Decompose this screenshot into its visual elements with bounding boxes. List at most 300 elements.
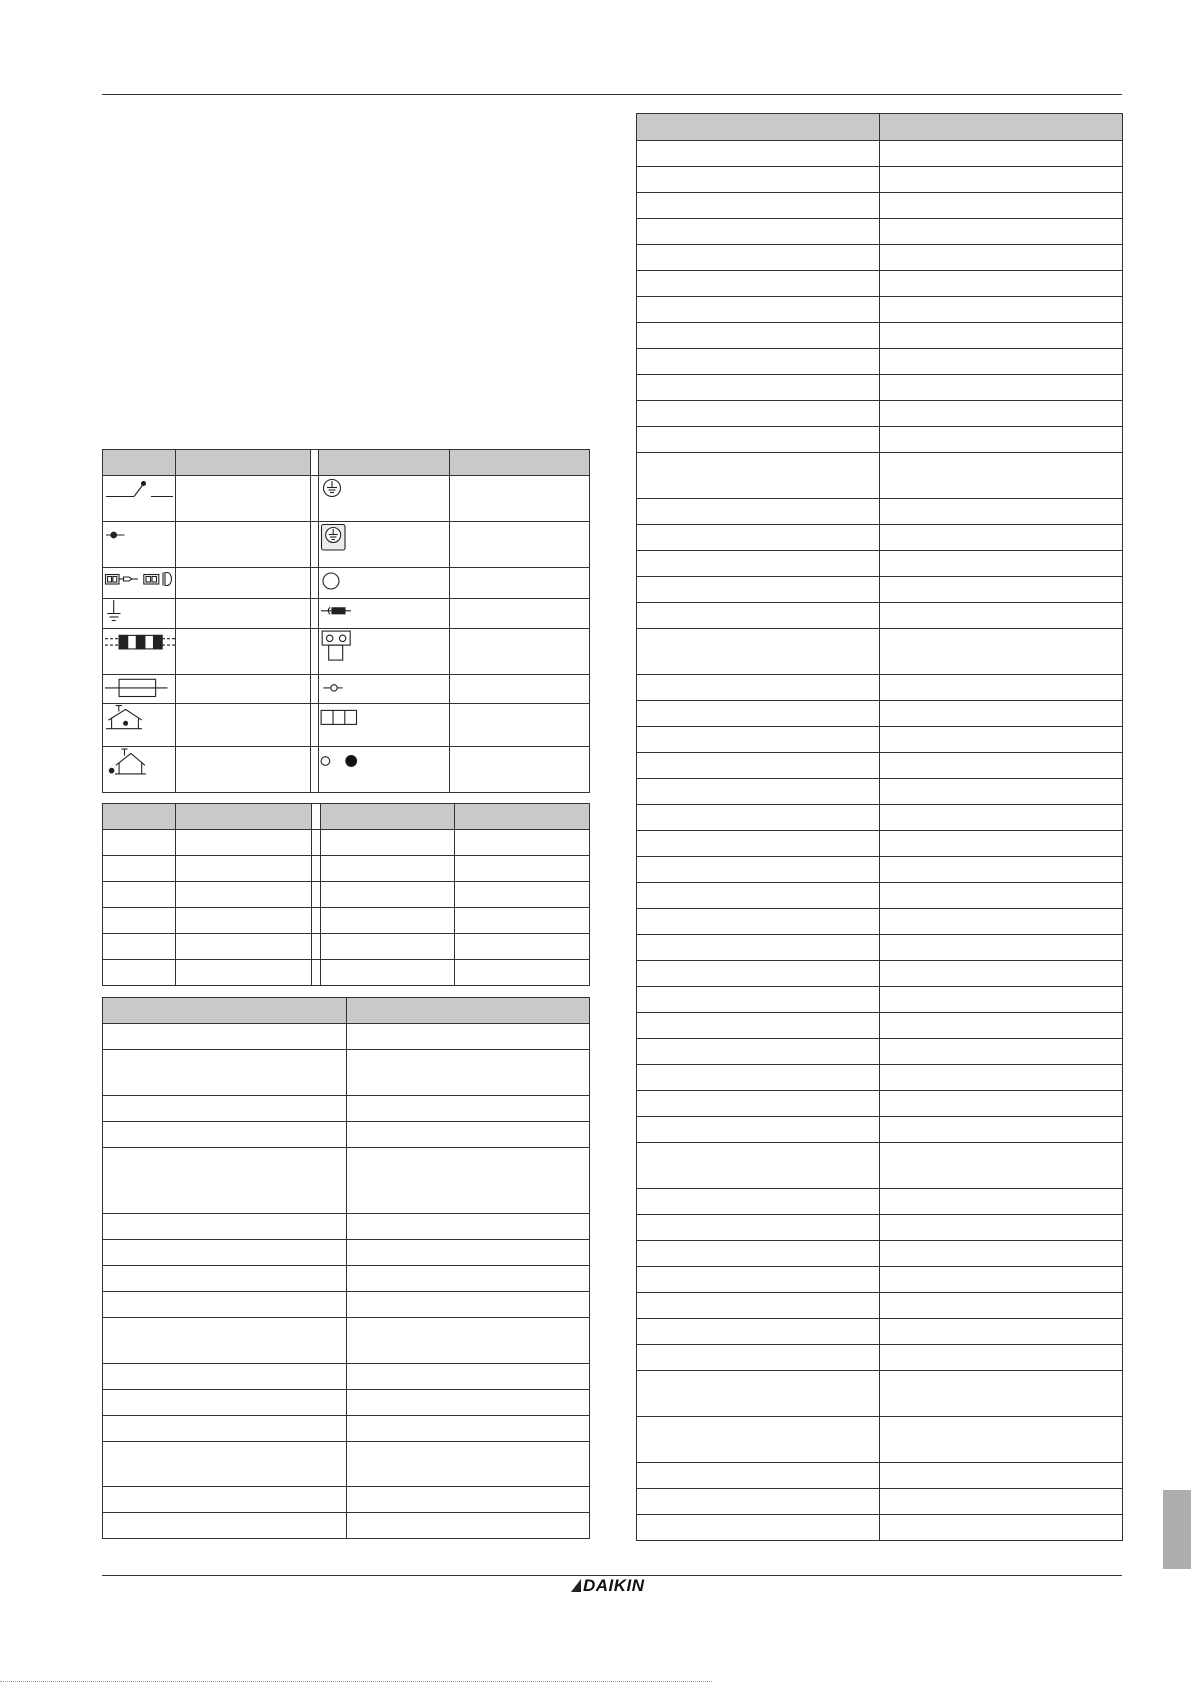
table-cell (880, 297, 1123, 322)
table-cell (880, 577, 1123, 602)
table-cell (637, 1371, 880, 1416)
column-divider (312, 830, 321, 855)
table-cell (880, 1267, 1123, 1292)
symbol-cell (319, 704, 450, 746)
table-row (637, 753, 1123, 779)
table-row (103, 1050, 590, 1096)
header-cell (319, 450, 450, 475)
table-cell (637, 987, 880, 1012)
table-row (637, 297, 1123, 323)
description-cell (450, 704, 590, 746)
description-cell (450, 599, 590, 628)
table-row (637, 1293, 1123, 1319)
table-cell (880, 401, 1123, 426)
table-row (637, 909, 1123, 935)
table-row (637, 629, 1123, 675)
table-cell (880, 323, 1123, 348)
table-cell (880, 375, 1123, 400)
table-cell (637, 961, 880, 986)
table-row (637, 193, 1123, 219)
table-row (637, 427, 1123, 453)
symbol-cell (319, 568, 450, 598)
symbol-cell (103, 599, 176, 628)
table-cell (637, 1489, 880, 1514)
table-row (103, 856, 590, 882)
table-cell (880, 141, 1123, 166)
table-cell (347, 1292, 590, 1317)
table-cell (880, 1065, 1123, 1090)
table-row (637, 551, 1123, 577)
header-rule (102, 94, 1122, 95)
symbol-cell (103, 675, 176, 703)
table-cell (103, 1024, 347, 1049)
table-cell (637, 1241, 880, 1266)
header-cell (176, 450, 311, 475)
table-cell (455, 882, 590, 907)
table-cell (103, 882, 176, 907)
table-row (103, 1364, 590, 1390)
table-row (103, 1024, 590, 1050)
table-row (637, 935, 1123, 961)
table-cell (176, 908, 312, 933)
table-cell (880, 935, 1123, 960)
table-cell (880, 1345, 1123, 1370)
table-cell (880, 271, 1123, 296)
table-cell (347, 1024, 590, 1049)
table-row (637, 603, 1123, 629)
table-cell (637, 525, 880, 550)
table-cell (880, 857, 1123, 882)
table-row (637, 375, 1123, 401)
table-row (103, 1214, 590, 1240)
table-cell (637, 1091, 880, 1116)
description-cell (450, 629, 590, 674)
table-row (637, 1417, 1123, 1463)
table-cell (637, 499, 880, 524)
column-divider (311, 476, 319, 521)
table-cell (321, 830, 455, 855)
table-cell (880, 987, 1123, 1012)
symbols-row (103, 522, 590, 568)
table-row (103, 1487, 590, 1513)
table-cell (880, 1417, 1123, 1462)
table-cell (637, 1463, 880, 1488)
fuse-icon (103, 675, 176, 703)
table-row (637, 1189, 1123, 1215)
header-cell (450, 450, 590, 475)
symbol-cell (319, 599, 450, 628)
column-divider (311, 568, 319, 598)
column-divider (312, 882, 321, 907)
table-row (103, 1318, 590, 1364)
table-cell (880, 1515, 1123, 1540)
table-cell (880, 701, 1123, 726)
symbol-cell (319, 747, 450, 792)
table-row (637, 1463, 1123, 1489)
description-cell (450, 675, 590, 703)
column-divider (312, 908, 321, 933)
table-cell (347, 1266, 590, 1291)
table-row (637, 1489, 1123, 1515)
table-cell (176, 856, 312, 881)
symbol-cell (103, 476, 176, 521)
table-row (103, 934, 590, 960)
column-divider (311, 522, 319, 567)
outdoor-unit-icon (103, 747, 176, 792)
table-cell (347, 1148, 590, 1213)
table-cell (880, 167, 1123, 192)
description-cell (176, 476, 311, 521)
daikin-logo (571, 1576, 661, 1596)
table-cell (637, 551, 880, 576)
table-cell (637, 727, 880, 752)
table-cell (347, 1442, 590, 1486)
field-wiring-icon (103, 629, 176, 674)
color-code-header-row (103, 804, 590, 830)
column-divider (311, 747, 319, 792)
table-row (637, 167, 1123, 193)
daikin-logo-text: DAIKIN (583, 1576, 645, 1595)
table-cell (637, 1215, 880, 1240)
table-cell (103, 1442, 347, 1486)
table-cell (455, 908, 590, 933)
header-cell (103, 804, 176, 829)
table-cell (637, 831, 880, 856)
description-cell (450, 522, 590, 567)
symbol-cell (103, 747, 176, 792)
table-cell (637, 167, 880, 192)
crop-line (0, 1681, 712, 1682)
symbols-row (103, 747, 590, 793)
table-cell (880, 1117, 1123, 1142)
table-cell (103, 1390, 347, 1415)
table-cell (347, 1096, 590, 1121)
table-row (637, 323, 1123, 349)
table-cell (321, 882, 455, 907)
breaker-icon (103, 476, 176, 521)
column-divider (311, 450, 319, 475)
table-cell (880, 453, 1123, 498)
table-cell (455, 856, 590, 881)
table-cell (637, 603, 880, 628)
table-row (637, 453, 1123, 499)
table-cell (880, 1039, 1123, 1064)
symbol-cell (103, 629, 176, 674)
color-code-table (102, 803, 590, 986)
table-cell (347, 1122, 590, 1147)
table-cell (637, 1189, 880, 1214)
parts-table-right (636, 113, 1123, 1541)
table-cell (880, 629, 1123, 674)
table-cell (103, 1122, 347, 1147)
description-cell (176, 599, 311, 628)
symbol-cell (319, 675, 450, 703)
rectifier-icon (319, 568, 450, 598)
symbols-row (103, 629, 590, 675)
table-row (637, 961, 1123, 987)
description-cell (176, 522, 311, 567)
table-cell (347, 1364, 590, 1389)
symbols-row (103, 476, 590, 522)
table-cell (880, 499, 1123, 524)
table-cell (637, 401, 880, 426)
table-cell (637, 805, 880, 830)
table-cell (321, 934, 455, 959)
table-cell (103, 1318, 347, 1363)
header-cell (455, 804, 590, 829)
table-cell (880, 1371, 1123, 1416)
symbols-row (103, 704, 590, 747)
description-cell (176, 675, 311, 703)
table-cell (880, 1319, 1123, 1344)
table-cell (103, 1266, 347, 1291)
table-row (637, 1143, 1123, 1189)
table-row (637, 1013, 1123, 1039)
table-row (637, 271, 1123, 297)
symbols-row (103, 568, 590, 599)
table-cell (637, 1417, 880, 1462)
table-row (637, 499, 1123, 525)
table-row (637, 577, 1123, 603)
terminal-strip-icon (319, 704, 450, 746)
description-cell (176, 568, 311, 598)
table-cell (880, 1489, 1123, 1514)
connection-icon (103, 522, 176, 567)
table-row (103, 908, 590, 934)
table-cell (103, 1096, 347, 1121)
table-row (637, 1267, 1123, 1293)
table-cell (103, 1214, 347, 1239)
table-cell (880, 427, 1123, 452)
table-cell (321, 856, 455, 881)
table-cell (347, 1240, 590, 1265)
column-divider (311, 629, 319, 674)
table-cell (637, 323, 880, 348)
table-row (637, 401, 1123, 427)
header-cell (637, 114, 880, 140)
table-cell (103, 1148, 347, 1213)
table-cell (347, 1513, 590, 1538)
table-cell (637, 935, 880, 960)
description-cell (176, 629, 311, 674)
table-cell (880, 219, 1123, 244)
daikin-delta-icon (571, 1579, 581, 1592)
table-cell (637, 779, 880, 804)
table-cell (455, 830, 590, 855)
table-row (637, 987, 1123, 1013)
table-cell (637, 1013, 880, 1038)
wire-clamp-icon (319, 747, 450, 792)
table-cell (637, 1117, 880, 1142)
table-cell (880, 831, 1123, 856)
earth-icon (103, 599, 176, 628)
table-cell (880, 1215, 1123, 1240)
table-row (103, 1096, 590, 1122)
table-cell (880, 1241, 1123, 1266)
table-row (103, 1390, 590, 1416)
symbols-row (103, 675, 590, 704)
table-cell (103, 1050, 347, 1095)
table-cell (455, 934, 590, 959)
table-cell (347, 1050, 590, 1095)
table-row (103, 1292, 590, 1318)
table-cell (880, 193, 1123, 218)
table-cell (880, 883, 1123, 908)
table-row (637, 1215, 1123, 1241)
table-cell (321, 908, 455, 933)
header-cell (347, 998, 590, 1023)
table-cell (637, 1065, 880, 1090)
table-cell (637, 427, 880, 452)
table-row (637, 141, 1123, 167)
table-cell (880, 245, 1123, 270)
table-row (637, 805, 1123, 831)
table-row (103, 1442, 590, 1487)
description-cell (450, 747, 590, 792)
parts-left-header-row (103, 998, 590, 1024)
table-cell (637, 1143, 880, 1188)
table-cell (637, 1515, 880, 1540)
symbol-cell (103, 568, 176, 598)
table-cell (880, 727, 1123, 752)
table-row (637, 349, 1123, 375)
table-cell (103, 1416, 347, 1441)
table-row (637, 883, 1123, 909)
table-cell (103, 856, 176, 881)
table-cell (103, 1487, 347, 1512)
table-row (637, 727, 1123, 753)
protective-earth-icon (319, 476, 450, 521)
table-cell (176, 882, 312, 907)
table-cell (103, 908, 176, 933)
table-cell (321, 960, 455, 985)
table-cell (637, 141, 880, 166)
table-cell (176, 960, 312, 985)
table-row (637, 831, 1123, 857)
table-row (637, 1371, 1123, 1417)
table-cell (880, 603, 1123, 628)
table-cell (880, 675, 1123, 700)
table-cell (880, 805, 1123, 830)
table-cell (637, 701, 880, 726)
table-row (637, 779, 1123, 805)
table-cell (347, 1487, 590, 1512)
table-row (637, 1515, 1123, 1541)
indoor-unit-icon (103, 704, 176, 746)
table-cell (880, 1091, 1123, 1116)
table-cell (637, 1345, 880, 1370)
table-cell (880, 1293, 1123, 1318)
table-row (103, 1266, 590, 1292)
header-cell (176, 804, 312, 829)
header-cell (103, 998, 347, 1023)
table-row (637, 1241, 1123, 1267)
table-row (637, 857, 1123, 883)
table-row (103, 830, 590, 856)
table-cell (347, 1390, 590, 1415)
table-cell (880, 961, 1123, 986)
table-cell (637, 577, 880, 602)
table-cell (637, 193, 880, 218)
table-cell (637, 675, 880, 700)
table-cell (880, 909, 1123, 934)
table-row (103, 960, 590, 986)
table-row (637, 1345, 1123, 1371)
table-cell (103, 1292, 347, 1317)
table-cell (103, 1364, 347, 1389)
symbols-row (103, 599, 590, 629)
table-cell (880, 551, 1123, 576)
table-cell (637, 909, 880, 934)
column-divider (311, 599, 319, 628)
header-cell (321, 804, 455, 829)
table-cell (637, 1267, 880, 1292)
table-cell (880, 779, 1123, 804)
table-row (103, 1122, 590, 1148)
table-cell (103, 830, 176, 855)
table-cell (637, 883, 880, 908)
column-divider (311, 675, 319, 703)
table-cell (347, 1214, 590, 1239)
column-divider (312, 960, 321, 985)
connector-icon (103, 568, 176, 598)
short-circuit-connector-icon (319, 629, 450, 674)
table-cell (455, 960, 590, 985)
parts-right-header-row (637, 114, 1123, 141)
description-cell (450, 476, 590, 521)
table-row (637, 245, 1123, 271)
table-row (637, 1065, 1123, 1091)
table-cell (880, 753, 1123, 778)
table-cell (637, 297, 880, 322)
table-cell (637, 245, 880, 270)
table-cell (880, 525, 1123, 550)
header-cell (880, 114, 1123, 140)
column-divider (312, 934, 321, 959)
table-cell (880, 1143, 1123, 1188)
protective-earth-screw-icon (319, 522, 450, 567)
table-cell (637, 753, 880, 778)
column-divider (311, 704, 319, 746)
symbol-cell (319, 476, 450, 521)
symbol-cell (319, 522, 450, 567)
header-cell (103, 450, 176, 475)
table-cell (637, 349, 880, 374)
table-row (103, 1240, 590, 1266)
table-cell (103, 1513, 347, 1538)
table-cell (176, 830, 312, 855)
symbols-header-row (103, 450, 590, 476)
description-cell (176, 747, 311, 792)
table-cell (637, 629, 880, 674)
table-cell (637, 1039, 880, 1064)
table-cell (637, 1319, 880, 1344)
table-cell (637, 219, 880, 244)
chapter-side-tab (1163, 1490, 1191, 1569)
table-cell (176, 934, 312, 959)
table-cell (637, 857, 880, 882)
description-cell (176, 704, 311, 746)
table-row (637, 1319, 1123, 1345)
table-cell (103, 960, 176, 985)
table-cell (880, 1189, 1123, 1214)
table-row (103, 1513, 590, 1539)
terminal-icon (319, 675, 450, 703)
table-cell (103, 934, 176, 959)
table-cell (637, 453, 880, 498)
table-cell (103, 1240, 347, 1265)
table-row (637, 1039, 1123, 1065)
